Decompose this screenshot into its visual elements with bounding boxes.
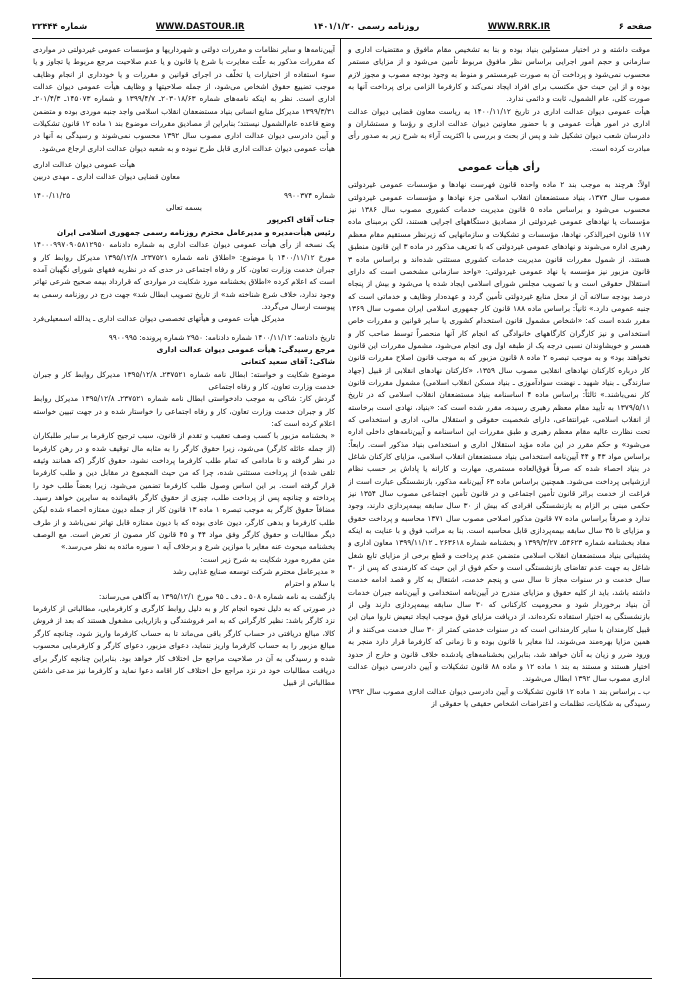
issue-number: شماره ۲۲۴۴۴ xyxy=(32,21,88,31)
paragraph: با سلام و احترام xyxy=(284,579,335,589)
letter-addressee-title: رئیس هیأت‌مدیره و مدیرعامل محترم روزنامه رسمی جمهوری اسلامی ایران xyxy=(56,227,335,237)
verdict-procedure: گردش کار: شاکی به موجب دادخواستی ابطال نامه شماره ۲۳۷۵۲۱ـ ۱۳۹۵/۱۲/۸ مدیرکل روابط کار و جبران خدمت وزارت تعاون، کار و رفاه اجتماعی را خواستار شده و در جهت تبیین خواسته اعلام کرده است که: xyxy=(33,394,335,428)
paragraph: ب ـ براساس بند ۱ ماده ۱۲ قانون تشکیلات و آیین دادرسی دیوان عدالت اداری مصوب سال ۱۳۹۲ رسیدگی به شکایات، تظلمات و اعتراضات اشخاص حقیقی یا حقوقی از xyxy=(348,686,650,708)
paragraph: « بخشنامه مزبور با کسب وصف تعقیب و تقدم از قانون، سبب ترجیح کارفرما بر سایر طلبکاران (از جمله عائله کارگر) می‌شود، زیرا حقوق کارگر را به مثابه مال توقیف شده و در رهن کارفرما در نظر گرفته و تا مادامی که تمام طلب کارفرما پرداخت نشود، حقوق کارگر (که همانند وثیقه تلقی شده) از پرداخت مستثنی شده، چرا که من حیث المجموع در مقابل دین و طلب کارفرما قرار گرفته است. بر این اساس وصول طلب کارفرما تضمین می‌شود، زیرا بعضاً طلب خود را پرداخته و چنانچه پس از پرداخت طلب، چیزی از حقوق کارگر باقیمانده به سایرین خواهد رسید. مضافاً حقوق کارگر به موجب تبصره ۱ ماده ۱۳ قانون کار از جمله دیون ممتازه احصاء شده لیکن طلب کارفرما و بدهی کارگر، دیون عادی بوده که با دیون ممتازه قابل تهاتر نمی‌باشد و از طرف دیگر مطالبات و حقوق کارگر وفق مواد ۴۴ و ۴۵ قانون کار مصون از تعرض است. مع الوصف بخشنامه مبحوث عنه مغایر با موازین شرع و برخلاف آیه ۱ سوره مائده به نظر می‌رسد.» xyxy=(33,431,335,552)
header-divider xyxy=(32,38,652,39)
column-divider xyxy=(340,39,341,977)
signature-board: هیأت عمومی دیوان عدالت اداری xyxy=(33,160,136,170)
letter-invocation: بسمه تعالی xyxy=(165,203,203,213)
signature-director: مدیرکل هیأت عمومی و هیأتهای تخصصی دیوان عدالت اداری ـ یدالله اسمعیلی‌فرد xyxy=(33,314,285,324)
verdict-subject: موضوع شکایت و خواسته: ابطال نامه شماره ۲۳۷۵۲۱ـ ۱۳۹۵/۱۲/۸ مدیرکل روابط کار و جبران خدمت وزارت تعاون، کار و رفاه اجتماعی xyxy=(33,369,335,391)
paragraph: متن مقرره مورد شکایت به شرح زیر است: xyxy=(200,554,335,564)
paragraph: در صورتی که به دلیل نحوه انجام کار و به دلیل روابط کارگری و کارفرمایی، مطالباتی از کارفرما نزد کارگر باشد: نظیر کارگرانی که به امر فروشندگی و بازاریابی مشغول هستند که بعد از فروش کالا، مبالغ دریافتی در حساب کارگر باقی می‌ماند تا به حساب کارفرما واریز شود، چنانچه کارگر مبالغ مزبور را به حساب کارفرما واریز ننماید، دعوای مزبور، دعوای کارگر و کارفرمایی محسوب شده و رسیدگی به آن در صلاحیت مراجع حل اختلاف کار خواهد بود. بنابراین چنانچه کارگر برای دریافت مطالبات خود در نزد مراجع حل اختلاف کار اقامه دعوا نماید و کارفرما نیز مدعی داشتن مطالباتی از قبیل xyxy=(33,604,335,688)
paragraph: « مدیرعامل محترم شرکت توسعه صنایع غذایی رشد xyxy=(172,567,335,577)
page-number: صفحه ۶ xyxy=(618,21,652,31)
page-header xyxy=(32,16,652,36)
newspaper-date: روزنامه رسمی ۱۴۰۱/۱/۲۰ xyxy=(312,21,420,31)
footer-divider xyxy=(32,978,652,979)
paragraph: اولاً: هرچند به موجب بند ۲ ماده واحده قانون فهرست نهادها و مؤسسات عمومی غیردولتی مصوب سال ۱۳۷۳، بنیاد مستضعفان انقلاب اسلامی جزء نهادها و مؤسسات عمومی غیردولتی محسوب می‌شود و براساس ماده ۵ قانون مدیریت خدمات کشوری مصوب سال ۱۳۸۶ نیز مؤسسات یا نهادهای عمومی غیردولتی از مصادیق دستگاههای اجرایی هستند، لکن برمبنای ماده ۱۱۷ قانون اخیرالذکر، نهادها، مؤسسات و تشکیلات و سازمانهایی که زیرنظر مستقیم مقام معظم رهبری اداره می‌شوند و نهادهای عمومی غیردولتی که با تعریف مذکور در ماده ۳ این قانون منطبق هستند، از شمول مقررات قانون مدیریت خدمات کشوری مستثنی شده‌اند و براساس ماده ۳ قانون مزبور نیز مؤسسه یا نهاد عمومی غیردولتی: «واحد سازمانی مشخصی است که دارای استقلال حقوقی است و با تصویب مجلس شورای اسلامی ایجاد شده یا می‌شود و بیش از پنجاه درصد بودجه سالانه آن از محل منابع غیردولتی تأمین گردد و عهده‌دار وظایف و خدماتی است که جنبه عمومی دارد.» ثانیاً: براساس ماده ۱۸۸ قانون کار جمهوری اسلامی ایران مصوب سال ۱۳۶۹ مقرر شده است که: «اشخاص مشمول قانون استخدام کشوری یا سایر قوانین و مقررات خاص استخدامی و نیز کارگران کارگاههای خانوادگی که انجام کار آنها منحصراً توسط صاحب کار و همسر و خویشاوندان نسبی درجه یک از طبقه اول وی انجام می‌شود، مشمول مقررات این قانون نخواهند بود» و به موجب تبصره ۲ ماده ۸ قانون مزبور که به موجب قانون اصلاح مقررات قانون کار درباره کارکنان نهادهای انقلابی مصوب سال ۱۳۵۹، «کارکنان نهادهای انقلابی از قبیل (جهاد سازندگی ـ بنیاد شهید ـ نهضت سوادآموزی ـ بنیاد مسکن انقلاب اسلامی) مشمول مقررات قانون کار نمی‌باشند.» ثالثاً: براساس ماده ۴ اساسنامه بنیاد مستضعفان انقلاب اسلامی که در تاریخ ۱۳۷۹/۵/۱۱ به تأیید مقام معظم رهبری رسیده، مقرر شده است که: «بنیاد، نهادی است برخاسته از انقلاب اسلامی، غیرانتفاعی، دارای شخصیت حقوقی و استقلال مالی، اداری و استخدامی که تحت نظارت عالیه مقام معظم رهبری و طبق مقررات این اساسنامه و آیین‌نامه‌های داخلی اداره می‌شود» و حکم مقرر در این ماده مؤید استقلال اداری و استخدامی بنیاد مذکور است. رابعاً: براساس مواد ۴۳ و ۴۴ آیین‌نامه استخدامی بنیاد مستضعفان انقلاب اسلامی، مزایای کارکنان شاغل در بنیاد احصاء شده که صرفاً فوق‌العاده مستمری، مهارت و کارانه یا پاداش بر حسب نظام ارزشیابی پرداخت می‌شود. همچنین براساس ماده ۶۳ آیین‌نامه مذکور، بازنشستگی عبارت است از فراغت از خدمت براثر قانون تأمین اجتماعی و در قانون تأمین اجتماعی مصوب سال ۱۳۵۴ نیز حکمی مبنی بر الزام به بازنشستگی افرادی که بیش از ۳۰ سال سابقه بیمه‌پردازی دارند، وجود ندارد و صرفاً براساس ماده ۷۷ قانون مذکور اصلاحی مصوب سال ۱۳۷۱ محاسبه و پرداخت حقوق و مزایای تا ۳۵ سال سابقه بیمه‌پردازی قابل محاسبه است. بنا به مراتب فوق و با عنایت به اینکه مفاد بخشنامه شماره ۵۴۶۲۳ـ ۱۳۹۹/۳/۲۷ و بخشنامه شماره ۲۶۳۶۱۸ ـ ۱۳۹۹/۱۱/۱۲ معاون اداری و پشتیبانی بنیاد مستضعفان انقلاب اسلامی متضمن عدم پرداخت و قطع برخی از مزایای تابع شغل شاغل به جهت عدم تقاضای بازنشستگی است و حکم فوق از این حیث که کارمندی که پس از ۳۰ سال خدمت و در سنوات مجاز تا سال سی و پنجم خدمت، اشتغال به کار و قصد ادامه خدمت داشته باشد، باید از کلیه حقوق و مزایای مندرج در آیین‌نامه استخدامی و آیین‌نامه جبران خدمات آن بنیاد برخوردار شود و محرومیت کارکنانی که ۳۰ سال سابقه بیمه‌پردازی دارند ولی از بازنشستگی به اختیار استفاده نکرده‌اند، از دریافت مزایای فوق موجب ایجاد تبعیض ناروا میان این قبیل کارمندان با سایر کارمندانی است که در سنوات خدمتی کمتر از ۳۰ سال خدمت می‌کنند و از همین مزایا بهره‌مند می‌شوند، لذا مغایر با قانون بوده و تا زمانی که کارفرما قرار دارد منجر به ورود ضرر و زیان به آنان خواهد شد، بنابراین بخشنامه‌های یادشده خلاف قانون و خارج از حدود اختیار هستند و مستند به بند ۱ ماده ۱۲ و ماده ۸۸ قانون تشکیلات و آیین دادرسی دیوان عدالت اداری مصوب سال ۱۳۹۲ ابطال می‌شوند. xyxy=(348,180,650,684)
ruling-title: رأی هیأت عمومی xyxy=(458,162,540,174)
left-column xyxy=(33,44,335,974)
verdict-authority: مرجع رسیدگی: هیأت عمومی دیوان عدالت اداری xyxy=(156,344,335,354)
paragraph: بازگشت به نامه شماره ۵۰۸ ـ دف ـ ۹۵ مورخ ۱۳۹۵/۱۲/۱ به آگاهی می‌رساند: xyxy=(98,591,335,601)
signature-deputy: معاون قضایی دیوان عدالت اداری ـ مهدی دربین xyxy=(33,172,180,182)
letter-addressee: جناب آقای اکبرپور xyxy=(267,215,335,225)
verdict-meta: تاریخ دادنامه: ۱۴۰۰/۱۱/۱۲ شماره دادنامه: ۲۹۵۰ شماره پرونده: ۹۹۰۰۹۹۵ xyxy=(108,332,335,342)
website-link-right[interactable]: WWW.RRK.IR xyxy=(487,21,551,31)
verdict-plaintiff: شاکی: آقای سعید کتعانی xyxy=(240,357,335,367)
paragraph: یک نسخه از رأی هیأت عمومی دیوان عدالت اداری به شماره دادنامه ۱۴۰۰۰۹۹۷۰۹۰۵۸۱۲۹۵۰ مورخ ۱۴۰۰/۱۱/۱۲ با موضوع: «اطلاق نامه شماره ۲۳۷۵۲۱ـ ۱۳۹۵/۱۲/۸ مدیرکل روابط کار و جبران خدمت وزارت تعاون، کار و رفاه اجتماعی در حدی که در نظریه فقهای شورای نگهبان آمده است که اعلام کرده «اطلاق بخشنامه مورد شکایت در مواردی که قرارداد بیمه صحیح شرعی تهاتر وجود ندارد، خلاف شرع شناخته شد» از تاریخ تصویب ابطال شد» جهت درج در روزنامه رسمی به پیوست ارسال می‌گردد. xyxy=(33,240,335,311)
paragraph: موقت داشته و در اختیار مسئولین بنیاد بوده و بنا به تشخیص مقام مافوق و مقتضیات اداری و سازمانی و حجم امور اجرایی براساس نظر مافوق مربوط تأمین می‌شود و از مزایای مستمر محسوب نمی‌شود و پرداخت آن به صورت غیرمستمر و منوط به وجود بودجه مصوب و مجوز لازم بوده و از این حیث حق مکتسب برای افراد ایجاد نمی‌کند و کارفرما الزامی برای پرداخت آنها به صورت کلی، عام الشمول، ثابت و دائمی ندارد. xyxy=(348,45,650,104)
paragraph: آیین‌نامه‌ها و سایر نظامات و مقررات دولتی و شهرداریها و مؤسسات عمومی غیردولتی در مواردی که مقررات مذکور به علّت مغایرت با شرع یا قانون و یا عدم صلاحیت مرجع مربوط یا تجاوز و یا سوء استفاده از اختیارات یا تخلّف در اجرای قوانین و مقررات و یا خودداری از انجام وظایف موجب تضییع حقوق اشخاص می‌شود، از جمله صلاحیتها و وظایف هیأت عمومی دیوان عدالت اداری است. نظر به اینکه نامه‌های شماره ۲۰۳۰۱۸/۶۳ـ ۱۳۹۹/۴/۷ و شماره ۱۴۵۰۷۳ـ ۲۰۱/۴/۳ـ ۱۳۹۹/۳/۳۱ مدیرکل منابع انسانی بنیاد مستضعفان انقلاب اسلامی واجد جنبه موردی بوده و متضمن وضع قاعده عام‌الشمول نیستند؛ بنابراین از مصادیق مقررات موضوع بند ۱ ماده ۱۲ قانون تشکیلات و آیین دادرسی دیوان عدالت اداری مصوب سال ۱۳۹۲ محسوب نمی‌شوند و رسیدگی به آنها در هیأت عمومی دیوان عدالت اداری قابل طرح نبوده و به شعبه دیوان عدالت اداری ارجاع می‌شود. xyxy=(33,45,335,153)
letter-meta xyxy=(33,190,335,202)
letter-date: ۱۴۰۰/۱۱/۲۵ xyxy=(33,190,71,200)
right-column xyxy=(348,44,650,974)
letter-number: شماره ۹۹۰۰۳۷۴ xyxy=(283,190,335,200)
website-link-left[interactable]: WWW.DASTOUR.IR xyxy=(155,21,245,31)
paragraph: هیأت عمومی دیوان عدالت اداری در تاریخ ۱۴۰۰/۱۱/۱۲ به ریاست معاون قضایی دیوان عدالت اداری در امور هیأت عمومی و با حضور معاونین دیوان عدالت اداری و رؤسا و مستشاران و دادرسان شعب دیوان تشکیل شد و پس از بحث و بررسی با اکثریت آراء به شرح زیر به صدور رأی مبادرت کرده است. xyxy=(348,106,650,153)
